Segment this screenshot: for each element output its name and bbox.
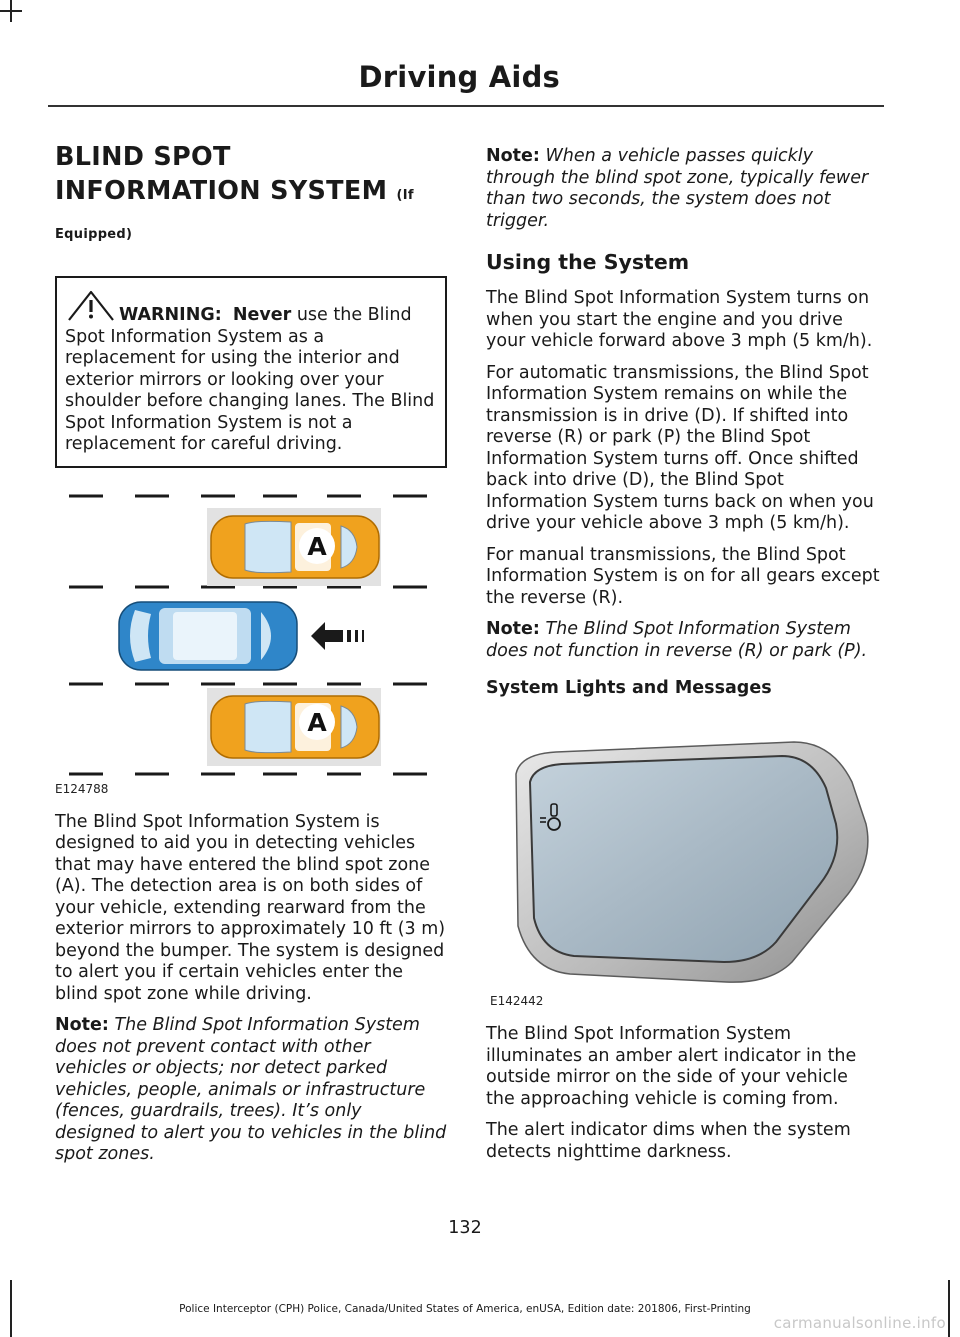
crop-mark: [0, 10, 22, 12]
zone-label-top: A: [307, 531, 327, 561]
page-number: 132: [448, 1218, 482, 1238]
yellow-car-bottom: [211, 696, 379, 758]
section-title: [55, 140, 425, 252]
crop-mark: [948, 1280, 950, 1337]
blind-spot-diagram: [55, 490, 447, 780]
note-paragraph: [486, 146, 882, 232]
blind-spot-figure: [55, 490, 447, 796]
header-rule: [48, 105, 884, 107]
note-paragraph: [486, 619, 882, 662]
mirror-figure: [486, 712, 882, 1012]
paragraph: The alert indicator dims when the system detects nighttime darkness.: [486, 1120, 851, 1162]
watermark: carmanualsonline.info: [773, 1314, 946, 1332]
warning-box: [55, 276, 447, 468]
warning-label: WARNING:: [119, 305, 222, 325]
warning-text: use the Blind Spot Information System as a replacement for using the interior and exterior mirrors or looking over your shoulder before changing lanes. The Blind Spot Information System is not a replacement for careful driving.: [65, 305, 435, 454]
yellow-car-top: [211, 516, 379, 578]
paragraph: For manual transmissions, the Blind Spot Information System is on for all gears except the reverse (R).: [486, 544, 880, 608]
zone-label-bottom: A: [307, 707, 327, 737]
section-title-suffix: (If Equipped): [55, 188, 414, 242]
page-header-title: Driving Aids: [358, 60, 560, 94]
paragraph-description: The Blind Spot Information System is designed to aid you in detecting vehicles that may have entered the blind spot zone (A). The detection area is on both sides of your vehicle, extending rearward from the exterior mirrors to approximately 10 ft (3 m) beyond the bumper. The system is designed to alert you if certain vehicles enter the blind spot zone while driving.: [55, 811, 446, 1004]
note-paragraph: [55, 1015, 447, 1166]
figure-code: E142442: [490, 994, 544, 1008]
footer-text: Police Interceptor (CPH) Police, Canada/United States of America, enUSA, Edition date: 201806, First-Printing: [179, 1303, 751, 1315]
paragraph: For automatic transmissions, the Blind Spot Information System remains on while the transmission is in drive (D). If shifted into reverse (R) or park (P) the Blind Spot Information System turns off. Once shifted back into drive (D), the Blind Spot Information System turns back on when you drive your vehicle above 3 mph (5 km/h).: [486, 362, 874, 533]
subsection-title: System Lights and Messages: [486, 678, 772, 698]
note-text: The Blind Spot Information System does not function in reverse (R) or park (P).: [486, 619, 868, 661]
note-label: Note:: [486, 619, 540, 639]
warning-emphasis: Never: [232, 305, 292, 325]
mirror-illustration: [486, 712, 882, 992]
blue-car: [119, 602, 297, 670]
warning-triangle-icon: [65, 290, 117, 324]
note-text: The Blind Spot Information System does not prevent contact with other vehicles or objects; nor detect parked vehicles, people, animals or infrastructure (fences, guardrails, trees). It’s only designed to alert you to vehicles in the blind spot zones.: [55, 1015, 447, 1164]
note-label: Note:: [55, 1015, 109, 1035]
note-label: Note:: [486, 146, 540, 166]
section-title-text: BLIND SPOT INFORMATION SYSTEM: [55, 142, 388, 206]
paragraph: The Blind Spot Information System illuminates an amber alert indicator in the outside mirror on the side of your vehicle the approaching vehicle is coming from.: [486, 1024, 857, 1109]
note-text: When a vehicle passes quickly through the blind spot zone, typically fewer than two seconds, the system does not trigger.: [486, 146, 869, 231]
subsection-title: Using the System: [486, 250, 690, 274]
paragraph: The Blind Spot Information System turns on when you start the engine and you drive your vehicle forward above 3 mph (5 km/h).: [486, 288, 873, 351]
left-column: [55, 140, 447, 1176]
arrow-left-icon: [311, 622, 364, 650]
right-column: [486, 140, 882, 1173]
figure-code: E124788: [55, 781, 109, 796]
